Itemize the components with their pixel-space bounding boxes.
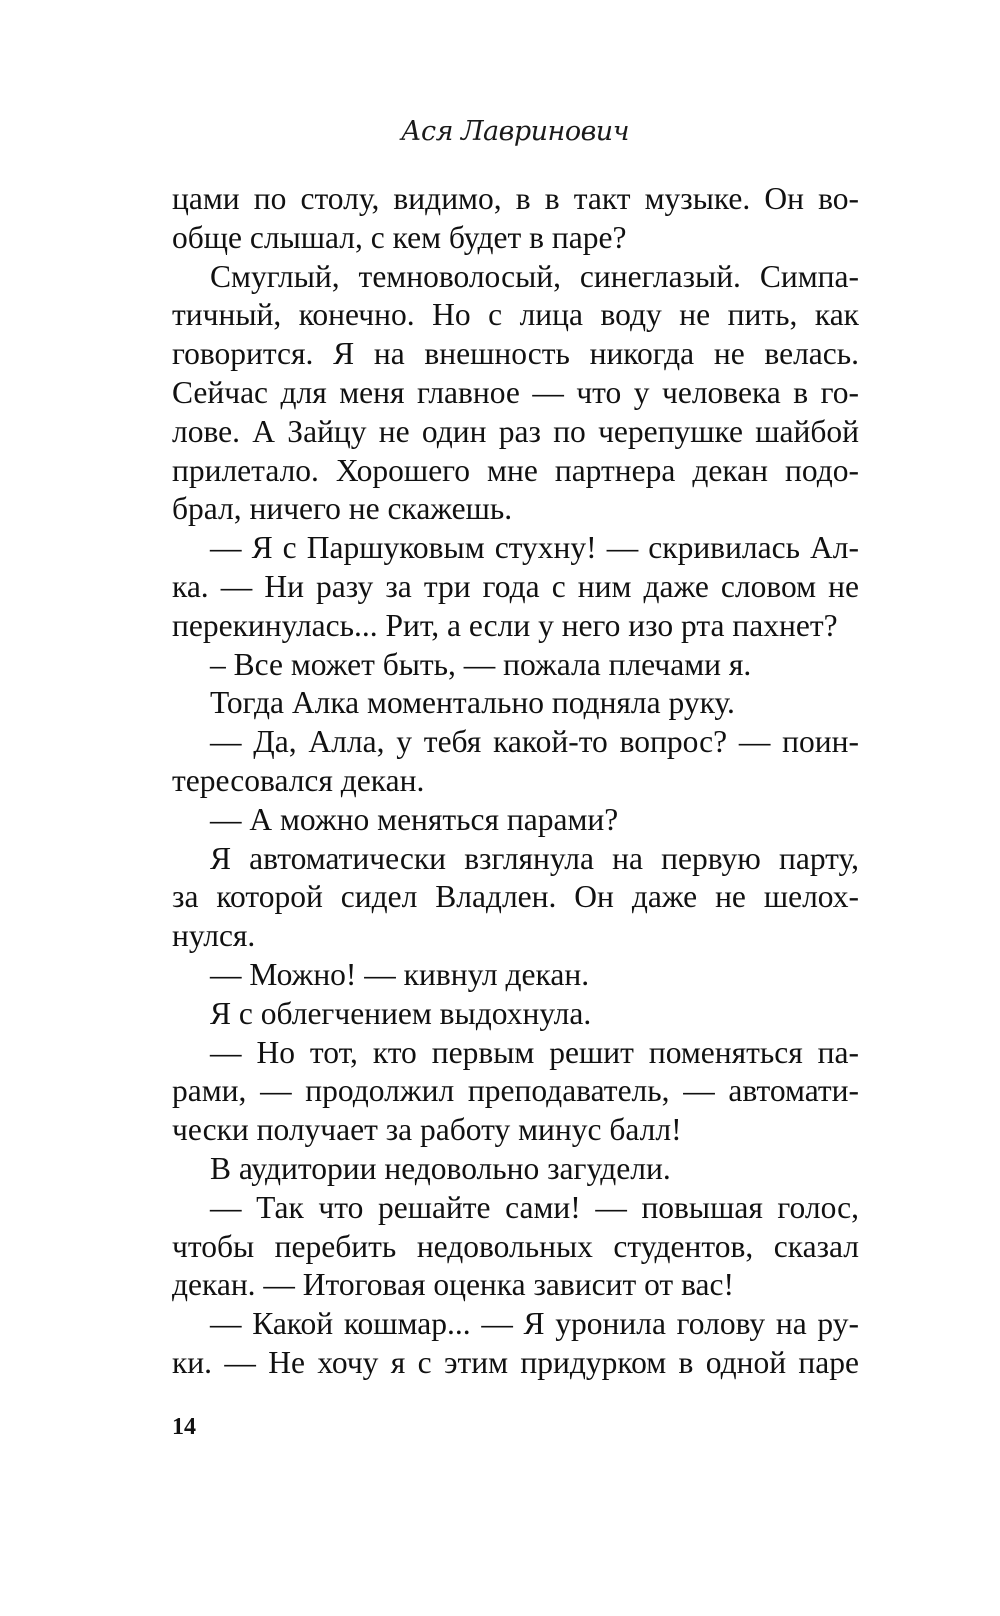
text-line: Я автоматически взглянула на первую парту, <box>210 840 859 876</box>
text-line: — Да, Алла, у тебя какой-то вопрос? — поин- <box>210 724 859 760</box>
text-line: говорится. Я на внешность никогда не велась. <box>172 336 859 372</box>
running-head-author: Ася Лавринович <box>401 116 629 147</box>
text-line: чтобы перебить недовольных студентов, сказал <box>172 1228 859 1264</box>
text-line: лове. А Зайцу не один раз по черепушке шайбой <box>172 413 859 449</box>
body-text <box>172 180 859 1383</box>
text-line: ка. — Ни разу за три года с ним даже словом не <box>172 568 859 604</box>
text-line: — Так что решайте сами! — повышая голос, <box>210 1189 859 1225</box>
text-line: — Можно! — кивнул декан. <box>210 956 590 992</box>
text-line: ки. — Не хочу я с этим придурком в одной паре <box>172 1344 859 1380</box>
text-line: декан. — Итоговая оценка зависит от вас! <box>172 1267 734 1303</box>
page-number: 14 <box>172 1414 196 1440</box>
text-line: — Но тот, кто первым решит поменяться па- <box>210 1034 859 1070</box>
text-line: тичный, конечно. Но с лица воду не пить, как <box>172 297 859 333</box>
text-line: брал, ничего не скажешь. <box>172 491 513 527</box>
text-line: перекинулась... Рит, а если у него изо рта пахнет? <box>172 607 838 643</box>
text-line: Тогда Алка моментально подняла руку. <box>210 685 735 721</box>
text-line: Сейчас для меня главное — что у человека в го- <box>172 374 859 410</box>
text-line: Смуглый, темноволосый, синеглазый. Симпа- <box>210 258 859 294</box>
text-line: прилетало. Хорошего мне партнера декан подо- <box>172 452 859 488</box>
text-line: — А можно меняться парами? <box>210 801 619 837</box>
text-line: – Все может быть, — пожала плечами я. <box>210 646 752 682</box>
text-line: чески получает за работу минус балл! <box>172 1112 682 1148</box>
text-line: В аудитории недовольно загудели. <box>210 1150 671 1186</box>
text-line: цами по столу, видимо, в в такт музыке. Он во- <box>172 181 859 216</box>
text-line: — Какой кошмар... — Я уронила голову на ру- <box>210 1306 859 1342</box>
text-line: обще слышал, с кем будет в паре? <box>172 219 627 255</box>
text-line: рами, — продолжил преподаватель, — автомати- <box>172 1073 859 1109</box>
text-line: за которой сидел Владлен. Он даже не шелох- <box>172 879 859 915</box>
text-line: тересовался декан. <box>172 762 425 798</box>
text-line: нулся. <box>172 918 256 954</box>
text-line: — Я с Паршуковым стухну! — скривилась Ал- <box>210 530 859 566</box>
text-line: Я с облегчением выдохнула. <box>210 995 592 1031</box>
